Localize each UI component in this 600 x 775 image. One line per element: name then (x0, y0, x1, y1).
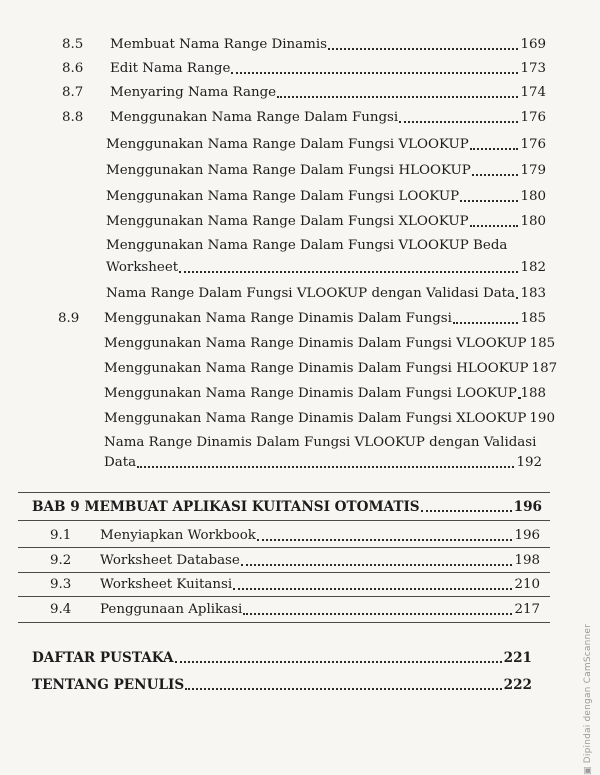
toc-entry[interactable] (104, 311, 546, 327)
chapter-title: DAFTAR PUSTAKA (32, 650, 174, 666)
dot-leader (137, 466, 514, 468)
dot-leader (257, 539, 513, 541)
toc-number: 8.8 (62, 110, 84, 125)
dot-leader (179, 271, 518, 273)
scanner-watermark (583, 624, 593, 775)
dot-leader (516, 297, 518, 299)
table-rule (18, 547, 550, 548)
toc-page-number: 173 (520, 61, 546, 76)
watermark-text: Dipindai dengan CamScanner (583, 623, 593, 764)
toc-entry-title-line1: Nama Range Dinamis Dalam Fungsi VLOOKUP dengan Validasi (104, 435, 537, 450)
toc-entry-title: Menyiapkan Workbook (100, 528, 256, 543)
toc-entry[interactable] (106, 214, 546, 230)
toc-number: 8.6 (62, 61, 84, 76)
toc-entry[interactable] (106, 137, 546, 153)
chapter-entry-daftar-pustaka[interactable] (32, 650, 532, 666)
toc-page-number: 180 (520, 214, 546, 229)
toc-entry-title: Menggunakan Nama Range Dinamis Dalam Fungsi VLOOKUP (104, 336, 527, 351)
toc-entry[interactable] (110, 110, 546, 126)
toc-page-number: 187 (531, 361, 558, 376)
toc-entry[interactable] (100, 528, 540, 544)
toc-page-number: 169 (520, 37, 546, 52)
toc-page-number: 192 (516, 455, 542, 470)
dot-leader (241, 564, 513, 566)
toc-entry[interactable] (100, 553, 540, 569)
dot-leader (175, 661, 502, 663)
toc-entry[interactable] (106, 189, 546, 205)
dot-leader (421, 510, 512, 512)
toc-entry[interactable] (104, 361, 558, 377)
toc-entry-title: Edit Nama Range (110, 61, 231, 76)
dot-leader (453, 322, 518, 324)
toc-entry-title: Membuat Nama Range Dinamis (110, 37, 328, 52)
toc-entry[interactable] (106, 286, 546, 302)
chapter-entry-bab-9[interactable] (32, 499, 542, 515)
toc-page-number: 196 (513, 499, 542, 515)
toc-entry[interactable] (104, 411, 555, 427)
dot-leader (231, 72, 518, 74)
dot-leader (185, 688, 501, 690)
dot-leader (470, 225, 519, 227)
toc-entry[interactable] (100, 602, 540, 618)
camscanner-logo-icon: ▣ (583, 763, 593, 775)
toc-entry-title: Nama Range Dalam Fungsi VLOOKUP dengan Validasi Data (106, 286, 516, 301)
toc-entry-title: Menggunakan Nama Range Dalam Fungsi (110, 110, 399, 125)
toc-entry-title: Menggunakan Nama Range Dinamis Dalam Fungsi LOOKUP (104, 386, 517, 401)
table-rule (18, 572, 550, 573)
table-rule (18, 596, 550, 597)
toc-entry-title: Menggunakan Nama Range Dalam Fungsi HLOOKUP (106, 163, 471, 178)
chapter-entry-tentang-penulis[interactable] (32, 677, 532, 693)
toc-entry[interactable] (110, 37, 546, 53)
dot-leader (470, 148, 519, 150)
toc-entry-title: Menggunakan Nama Range Dinamis Dalam Fungsi XLOOKUP (104, 411, 527, 426)
toc-page-number: 188 (520, 386, 546, 401)
toc-entry[interactable] (106, 163, 546, 179)
toc-page-number: 182 (520, 260, 546, 275)
dot-leader (233, 588, 512, 590)
dot-leader (328, 48, 518, 50)
toc-number: 9.4 (50, 602, 72, 617)
table-rule (18, 622, 550, 623)
toc-entry-title-line2: Data (104, 455, 137, 470)
toc-entry-title: Menggunakan Nama Range Dinamis Dalam Fungsi (104, 311, 452, 326)
toc-page-number: 190 (529, 411, 555, 426)
toc-page-number: 196 (514, 528, 540, 543)
toc-page-number: 221 (503, 650, 532, 666)
toc-entry-title: Worksheet Database (100, 553, 240, 568)
toc-entry-title-line1: Menggunakan Nama Range Dalam Fungsi VLOOKUP Beda (106, 238, 508, 253)
toc-entry-title: Worksheet Kuitansi (100, 577, 233, 592)
toc-entry[interactable] (104, 336, 556, 352)
toc-number: 8.9 (58, 311, 80, 326)
toc-entry[interactable] (110, 61, 546, 77)
toc-entry[interactable] (110, 85, 546, 101)
toc-entry-title: Menyaring Nama Range (110, 85, 277, 100)
chapter-title: BAB 9 MEMBUAT APLIKASI KUITANSI OTOMATIS (32, 499, 420, 515)
toc-entry-title: Menggunakan Nama Range Dinamis Dalam Fungsi HLOOKUP (104, 361, 529, 376)
toc-page-number: 179 (520, 163, 546, 178)
dot-leader (472, 174, 519, 176)
toc-page-number: 185 (520, 311, 546, 326)
toc-number: 8.7 (62, 85, 84, 100)
toc-page-number: 180 (520, 189, 546, 204)
toc-entry[interactable] (106, 260, 546, 276)
toc-page-number: 176 (520, 110, 546, 125)
dot-leader (243, 613, 512, 615)
toc-number: 9.2 (50, 553, 72, 568)
toc-page-number: 198 (514, 553, 540, 568)
toc-entry[interactable] (100, 577, 540, 593)
toc-page-number: 185 (529, 336, 556, 351)
table-rule (18, 520, 550, 521)
dot-leader (518, 397, 519, 399)
dot-leader (277, 96, 518, 98)
chapter-title: TENTANG PENULIS (32, 677, 185, 693)
toc-number: 9.3 (50, 577, 72, 592)
toc-page-number: 222 (503, 677, 532, 693)
toc-page-number: 217 (514, 602, 540, 617)
dot-leader (399, 121, 518, 123)
toc-entry[interactable] (104, 386, 546, 402)
toc-entry-title: Penggunaan Aplikasi (100, 602, 243, 617)
toc-entry-title: Menggunakan Nama Range Dalam Fungsi LOOKUP (106, 189, 460, 204)
dot-leader (460, 200, 518, 202)
table-rule (18, 492, 550, 493)
toc-entry-title-line2: Worksheet (106, 260, 179, 275)
toc-number: 8.5 (62, 37, 84, 52)
toc-entry[interactable] (104, 455, 542, 471)
toc-number: 9.1 (50, 528, 72, 543)
toc-entry-title: Menggunakan Nama Range Dalam Fungsi VLOOKUP (106, 137, 469, 152)
toc-page-number: 176 (520, 137, 546, 152)
toc-page-number: 183 (520, 286, 546, 301)
toc-page-number: 174 (520, 85, 546, 100)
toc-page-number: 210 (514, 577, 540, 592)
toc-entry-title: Menggunakan Nama Range Dalam Fungsi XLOOKUP (106, 214, 469, 229)
